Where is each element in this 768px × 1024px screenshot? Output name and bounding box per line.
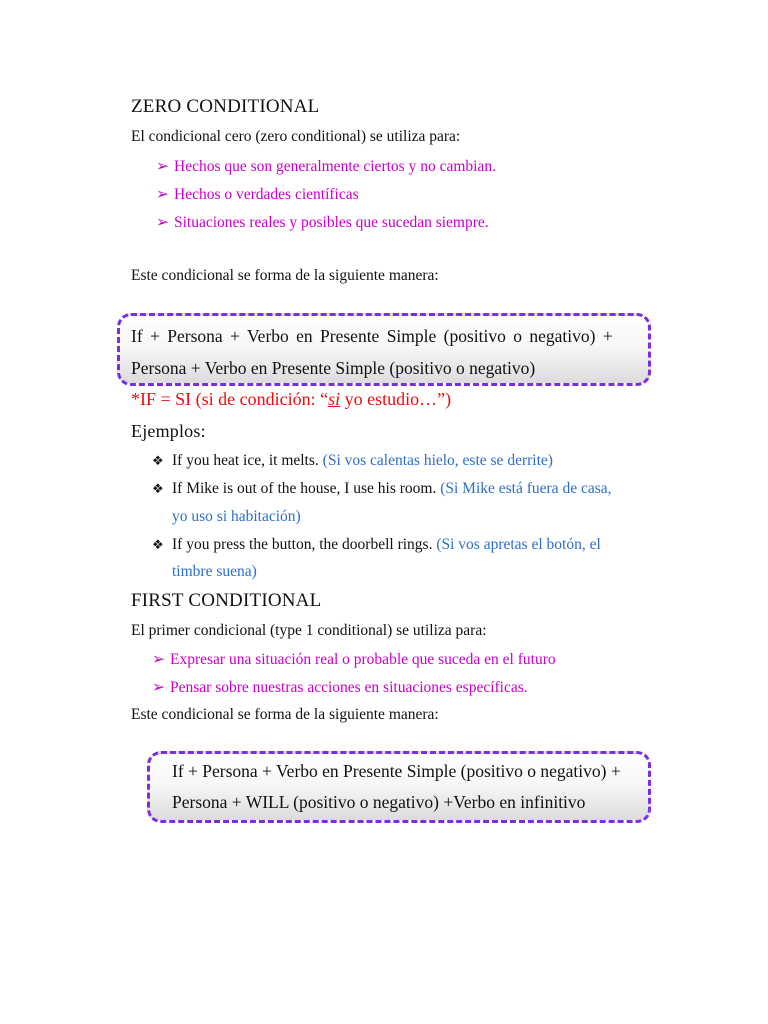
diamond-bullet-icon: ❖ <box>152 537 164 552</box>
diamond-bullet-icon: ❖ <box>152 481 164 496</box>
zero-use-3: ➢ Situaciones reales y posibles que sucedan siempre. <box>156 214 489 231</box>
example-1: ❖ If you heat ice, it melts. (Si vos calentas hielo, este se derrite) <box>152 452 553 469</box>
zero-intro: El condicional cero (zero conditional) se utiliza para: <box>131 128 461 145</box>
first-formula-line-1: If + Persona + Verbo en Presente Simple (positivo o negativo) + <box>172 761 621 781</box>
example-3: ❖ If you press the button, the doorbell rings. (Si vos apretas el botón, el <box>152 536 601 553</box>
arrow-bullet-icon: ➢ <box>156 186 169 203</box>
first-use-1: ➢ Expresar una situación real o probable que suceda en el futuro <box>152 651 556 668</box>
arrow-bullet-icon: ➢ <box>152 679 165 696</box>
first-formed-text: Este condicional se forma de la siguiente manera: <box>131 706 439 723</box>
example-3-cont: timbre suena) <box>172 563 257 580</box>
arrow-bullet-icon: ➢ <box>156 214 169 231</box>
first-formula-line-2: Persona + WILL (positivo o negativo) +Verbo en infinitivo <box>172 792 586 812</box>
arrow-bullet-icon: ➢ <box>156 158 169 175</box>
example-2: ❖ If Mike is out of the house, I use his room. (Si Mike está fuera de casa, <box>152 480 612 497</box>
zero-formula-line-2: Persona + Verbo en Presente Simple (positivo o negativo) <box>131 358 536 378</box>
zero-formed-text: Este condicional se forma de la siguiente manera: <box>131 267 439 284</box>
if-si-note: *IF = SI (si de condición: “si yo estudio…”) <box>131 389 452 409</box>
examples-heading: Ejemplos: <box>131 421 206 441</box>
zero-formula-line-1: If + Persona + Verbo en Presente Simple (positivo o negativo) + <box>131 326 613 346</box>
example-2-cont: yo uso si habitación) <box>172 508 301 525</box>
zero-use-2: ➢ Hechos o verdades científicas <box>156 186 359 203</box>
diamond-bullet-icon: ❖ <box>152 453 164 468</box>
arrow-bullet-icon: ➢ <box>152 651 165 668</box>
zero-use-1: ➢ Hechos que son generalmente ciertos y no cambian. <box>156 158 496 175</box>
first-use-2: ➢ Pensar sobre nuestras acciones en situaciones específicas. <box>152 679 528 696</box>
zero-heading: ZERO CONDITIONAL <box>131 96 320 117</box>
first-heading: FIRST CONDITIONAL <box>131 590 322 611</box>
first-intro: El primer condicional (type 1 conditional) se utiliza para: <box>131 622 487 639</box>
